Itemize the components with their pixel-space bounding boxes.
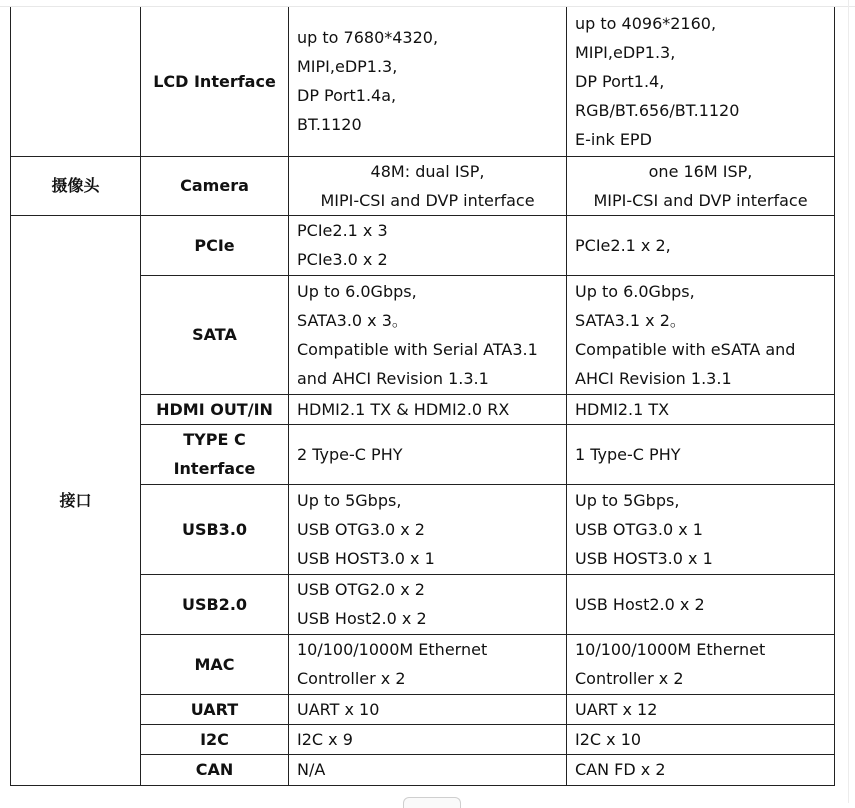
group-label-camera: 摄像头 <box>11 156 141 215</box>
table-row-camera <box>11 156 835 215</box>
row-label-uart: UART <box>141 694 289 724</box>
cell-camera-col1: 48M: dual ISP, MIPI-CSI and DVP interface <box>289 156 567 215</box>
cell-can-col1: N/A <box>289 754 567 785</box>
cell-can-col2: CAN FD x 2 <box>567 754 835 785</box>
cell-pcie-col2: PCIe2.1 x 2, <box>567 215 835 275</box>
cell-pcie-col1: PCIe2.1 x 3 PCIe3.0 x 2 <box>289 215 567 275</box>
cell-hdmi-col2: HDMI2.1 TX <box>567 394 835 424</box>
page-right-edge <box>848 0 849 803</box>
cell-camera-col2: one 16M ISP, MIPI-CSI and DVP interface <box>567 156 835 215</box>
cell-lcd-col1: up to 7680*4320, MIPI,eDP1.3, DP Port1.4a, BT.1120 <box>289 7 567 156</box>
cell-i2c-col2: I2C x 10 <box>567 724 835 754</box>
row-label-hdmi: HDMI OUT/IN <box>141 394 289 424</box>
cell-sata-col2: Up to 6.0Gbps, SATA3.1 x 2。 Compatible with eSATA and AHCI Revision 1.3.1 <box>567 275 835 394</box>
cell-typec-col2: 1 Type-C PHY <box>567 424 835 484</box>
row-label-usb2: USB2.0 <box>141 574 289 634</box>
cell-usb2-col2: USB Host2.0 x 2 <box>567 574 835 634</box>
cell-lcd-col2: up to 4096*2160, MIPI,eDP1.3, DP Port1.4, RGB/BT.656/BT.1120 E-ink EPD <box>567 7 835 156</box>
cell-mac-col2: 10/100/1000M Ethernet Controller x 2 <box>567 634 835 694</box>
table-row-lcd <box>11 7 835 156</box>
spec-comparison-table <box>10 7 835 786</box>
group-cell-empty <box>11 7 141 156</box>
row-label-pcie: PCIe <box>141 215 289 275</box>
cell-usb3-col1: Up to 5Gbps, USB OTG3.0 x 2 USB HOST3.0 x 1 <box>289 484 567 574</box>
group-label-interface: 接口 <box>11 215 141 785</box>
row-label-i2c: I2C <box>141 724 289 754</box>
row-label-camera: Camera <box>141 156 289 215</box>
table-row-pcie <box>11 215 835 275</box>
row-label-can: CAN <box>141 754 289 785</box>
cell-usb2-col1: USB OTG2.0 x 2 USB Host2.0 x 2 <box>289 574 567 634</box>
row-label-typec: TYPE C Interface <box>141 424 289 484</box>
row-label-lcd: LCD Interface <box>141 7 289 156</box>
row-label-usb3: USB3.0 <box>141 484 289 574</box>
cell-usb3-col2: Up to 5Gbps, USB OTG3.0 x 1 USB HOST3.0 x 1 <box>567 484 835 574</box>
cell-i2c-col1: I2C x 9 <box>289 724 567 754</box>
cell-hdmi-col1: HDMI2.1 TX & HDMI2.0 RX <box>289 394 567 424</box>
cell-mac-col1: 10/100/1000M Ethernet Controller x 2 <box>289 634 567 694</box>
cell-uart-col2: UART x 12 <box>567 694 835 724</box>
row-label-sata: SATA <box>141 275 289 394</box>
row-label-mac: MAC <box>141 634 289 694</box>
page-top-edge <box>0 0 855 7</box>
cell-sata-col1: Up to 6.0Gbps, SATA3.0 x 3。 Compatible with Serial ATA3.1 and AHCI Revision 1.3.1 <box>289 275 567 394</box>
cell-typec-col1: 2 Type-C PHY <box>289 424 567 484</box>
cell-uart-col1: UART x 10 <box>289 694 567 724</box>
